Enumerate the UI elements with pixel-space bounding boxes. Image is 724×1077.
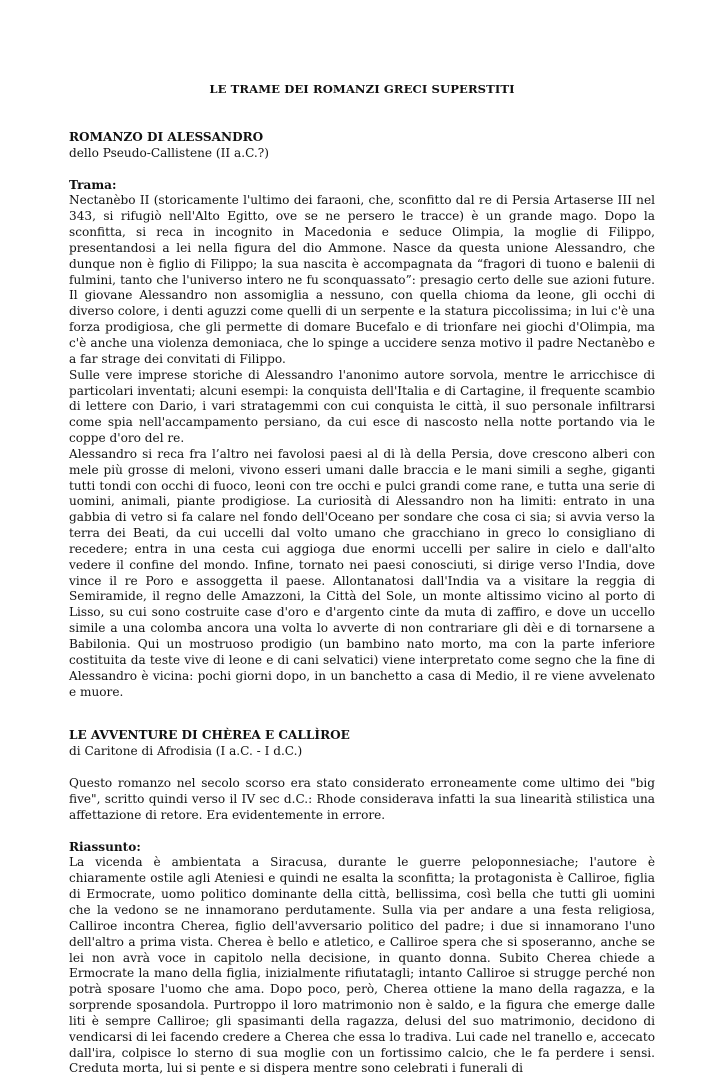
spacer [69, 162, 655, 178]
paragraph: Alessandro si reca fra l’altro nei favolosi paesi al di là della Persia, dove crescono alberi con mele più grosse di meloni, vivono esseri umani dalle braccia e le mani simili a seghe, giganti tutti tondi con occhi di fuoco, leoni con tre occhi e pulci grandi come rane, e tutta una serie di uomini, animali, piante prodigiose. La curiosità di Alessandro non ha limiti: entrato in una gabbia di vetro si fa calare nel fondo dell'Oceano per sondare che cosa ci sia; si avvia verso la terra dei Beati, da cui uccelli dal volto umano che gracchiano in greco lo consigliano di recedere; entra in una cesta cui aggioga due enormi uccelli per salire in cielo e dall'alto vedere il confine del mondo. Infine, tornato nei paesi conosciuti, si dirige verso l'India, dove vince il re Poro e assoggetta il paese. Allontanatosi dall'India va a visitare la reggia di Semiramide, il regno delle Amazzoni, la Città del Sole, un monte altissimo vicino al porto di Lisso, su cui sono costruite case d'oro e d'argento cinte da muta di zaffiro, e dove un uccello simile a una colomba ancora una volta lo avverte di non contrariare gli dèi e di tornarsene a Babilonia. Qui un mostruoso prodigio (un bambino nato morto, ma con la parte inferiore costituita da teste vive di leone e di cani selvatici) viene interpretato come segno che la fine di Alessandro è vicina: pochi giorni dopo, in un banchetto a casa di Medio, il re viene avvelenato e muore. [69, 446, 655, 699]
section-romanzo-di-alessandro [69, 130, 655, 701]
section-author: di Caritone di Afrodisia (I a.C. - I d.C.) [69, 744, 303, 759]
intro-paragraph: Questo romanzo nel secolo scorso era stato considerato erroneamente come ultimo dei "big five", scritto quindi verso il IV sec d.C.: Rhode considerava infatti la sua linearità stilistica una affettazione di retore. Era evidentemente in errore. [69, 776, 655, 822]
section-chearea-e-calliroe [69, 728, 655, 1077]
paragraph: Sulle vere imprese storiche di Alessandro l'anonimo autore sorvola, mentre le arricchisce di particolari inventati; alcuni esempi: la conquista dell'Italia e di Cartagine, il frequente scambio di lettere con Dario, i vari stratagemmi con cui conquista le città, il suo personale infiltrarsi come spia nell'accampamento persiano, da cui esce di nascosto nella notte portando via le coppe d'oro del re. [69, 367, 655, 446]
document-page [69, 82, 655, 1077]
section-label-riassunto: Riassunto: [69, 839, 141, 854]
spacer [69, 760, 655, 776]
section-heading: ROMANZO DI ALESSANDRO [69, 129, 264, 144]
section-label-trama: Trama: [69, 177, 117, 192]
spacer [69, 824, 655, 840]
paragraph: Nectanèbo II (storicamente l'ultimo dei faraoni, che, sconfitto dal re di Persia Artaserse III nel 343, si rifugiò nell'Alto Egitto, ove se ne persero le tracce) è un grande mago. Dopo la sconfitta, si reca in incognito in Macedonia e seduce Olimpia, la moglie di Filippo, presentandosi a lei nella figura del dio Ammone. Nasce da questa unione Alessandro, che dunque non è figlio di Filippo; la sua nascita è accompagnata da “fragori di tuono e balenii di fulmini, tanto che l'universo intero ne fu sconquassato”: presagio certo delle sue azioni future. Il giovane Alessandro non assomiglia a nessuno, con quella chioma da leone, gli occhi di diverso colore, i denti aguzzi come quelli di un serpente e la statura piccolissima; in lui c'è una forza prodigiosa, che gli permette di domare Bucefalo e di trionfare nei giochi d'Olimpia, ma c'è anche una violenza demoniaca, che lo spinge a uccidere senza motivo il padre Nectanèbo e a far strage dei convitati di Filippo. [69, 193, 655, 366]
spacer [69, 700, 655, 728]
section-author: dello Pseudo-Callistene (II a.C.?) [69, 145, 269, 160]
section-heading: LE AVVENTURE DI CHÈREA E CALLÌROE [69, 728, 350, 743]
document-title: LE TRAME DEI ROMANZI GRECI SUPERSTITI [209, 82, 515, 96]
paragraph: La vicenda è ambientata a Siracusa, durante le guerre peloponnesiache; l'autore è chiaramente ostile agli Ateniesi e quindi ne esalta la sconfitta; la protagonista è Calliroe, figlia di Ermocrate, uomo politico dominante della città, bellissima, così bella che tutti gli uomini che la vedono se ne innamorano perdutamente. Sulla via per andare a una festa religiosa, Calliroe incontra Cherea, figlio dell'avversario politico del padre; i due si innamorano l'uno dell'altro a prima vista. Cherea è bello e atletico, e Calliroe spera che si sposeranno, anche se lei non avrà voce in capitolo nella decisione, in quanto donna. Subito Cherea chiede a Ermocrate la mano della figlia, inizialmente rifiutatagli; intanto Calliroe si strugge perché non potrà sposare l'uomo che ama. Dopo poco, però, Cherea ottiene la mano della ragazza, e la sorprende sposandola. Purtroppo il loro matrimonio non è saldo, e la figura che emerge dalle liti è sempre Calliroe; gli spasimanti della ragazza, delusi del suo matrimonio, decidono di vendicarsi di lei facendo credere a Cherea che essa lo tradiva. Lui cade nel tranello e, accecato dall'ira, colpisce lo sterno di sua moglie con un fortissimo calcio, che le fa perdere i sensi. Creduta morta, lui si pente e si dispera mentre sono celebrati i funerali di [69, 855, 656, 1076]
